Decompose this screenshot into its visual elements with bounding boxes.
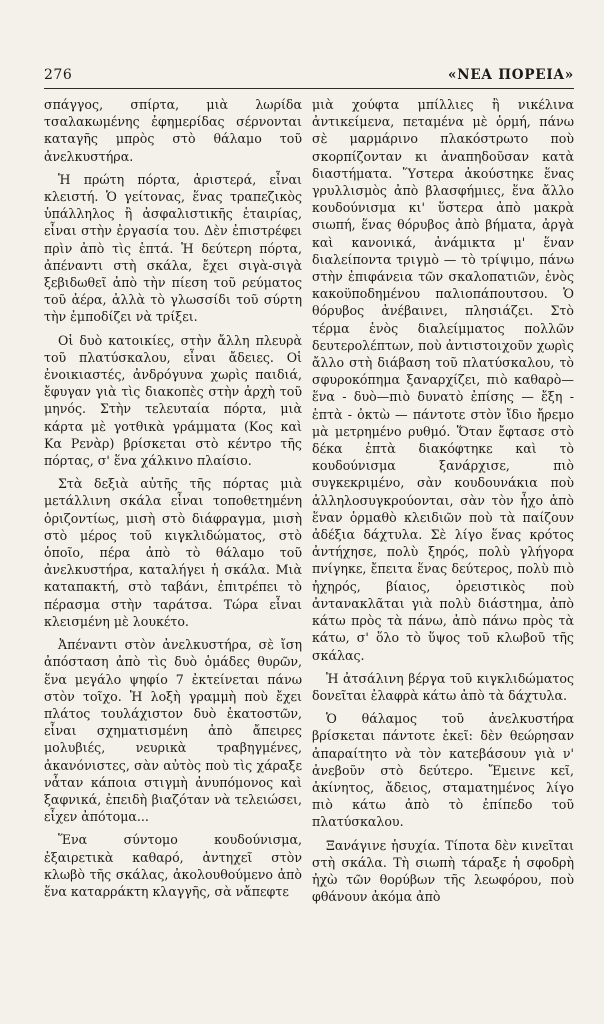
paragraph: Στὰ δεξιὰ αὐτῆς τῆς πόρτας μιὰ μετάλλινη σκάλα εἶναι τοποθετημένη ὁριζοντίως, μισὴ στὸ διάφραγμα, μισὴ στὸ μέρος τοῦ κιγκλιδώματος, στὸ ὁποῖο, πέρα ἀπὸ τὸ θάλαμο τοῦ ἀνελκυστήρα, καταλήγει ἡ σκάλα. Μιὰ καταπακτή, στὸ ταβάνι, ἐπιτρέπει τὸ πέρασμα στὴν ταράτσα. Τώρα εἶναι κλεισμένη μὲ λουκέτο. (44, 476, 302, 629)
paragraph: Ἕνα σύντομο κουδούνισμα, ἐξαιρετικὰ καθαρό, ἀντηχεῖ στὸν κλωβὸ τῆς σκάλας, ἀκολουθούμενο ἀπὸ ἕνα καταρράκτη κλαγγῆς, σὰ νἄπεφτε (44, 832, 302, 899)
page-number: 276 (44, 67, 73, 83)
paragraph: σπάγγος, σπίρτα, μιὰ λωρίδα τσαλακωμένης ἐφημερίδας σέρνονται καταγῆς μπρὸς στὸ θάλαμο τοῦ ἀνελκυστήρα. (44, 97, 302, 164)
paragraph: Ξανάγινε ἡσυχία. Τίποτα δὲν κινεῖται στὴ σκάλα. Τὴ σιωπὴ τάραξε ἡ σφοδρὴ ἠχὼ τῶν θορύβων τῆς λεωφόρου, ποὺ φθάνουν ἀκόμα ἀπὸ (312, 837, 574, 905)
paragraph: Ἀπέναντι στὸν ἀνελκυστήρα, σὲ ἴση ἀπόσταση ἀπὸ τὶς δυὸ ὁμάδες θυρῶν, ἕνα μεγάλο ψηφίο 7 ἐκτείνεται πάνω στὸν τοῖχο. Ἡ λοξὴ γραμμὴ ποὺ ἔχει πλάτος τουλάχιστον δυὸ ἑκατοστῶν, εἶναι σχηματισμένη ἀπὸ ἄπειρες μολυβιές, νευρικὰ τραβηγμένες, ἀκανόνιστες, σὰν αὐτὸς ποὺ τὶς χάραξε νἆταν κάποια στιγμὴ ἀνυπόμονος καὶ ξαφνικά, ἐπειδὴ βιαζόταν νὰ τελειώσει, εἶχεν ἀπότομα... (44, 637, 302, 825)
paragraph: Ὁ θάλαμος τοῦ ἀνελκυστήρα βρίσκεται πάντοτε ἐκεῖ: δὲν θεώρησαν ἀπαραίτητο νὰ τὸν κατεβάσουν γιὰ ν' ἀνεβοῦν στὸ δεύτερο. Ἔμεινε κεῖ, ἀκίνητος, ἄδειος, σταματημένος λίγο πιὸ κάτω ἀπὸ τὸ ἐπίπεδο τοῦ πλατύσκαλου. (312, 711, 574, 830)
running-head: «ΝΕΑ ΠΟΡΕΙΑ» (447, 67, 574, 83)
left-column (44, 96, 302, 900)
header-rule (44, 88, 574, 89)
paragraph: Ἡ πρώτη πόρτα, ἀριστερά, εἶναι κλειστή. Ὁ γείτονας, ἕνας τραπεζικὸς ὑπάλληλος ἢ ἀσφαλιστικῆς ἑταιρίας, εἶναι στὴν ἐργασία του. Δὲν ἐπιστρέφει πρὶν ἀπὸ τὶς ἑπτά. Ἡ δεύτερη πόρτα, ἀπέναντι στὴ σκάλα, ἔχει σιγὰ-σιγὰ ξεβιδωθεῖ ἀπὸ τὴν πίεση τοῦ ρεύματος τοῦ ἀέρα, ἀλλὰ τὸ γλωσσίδι τοῦ σύρτη τὴν ἐμποδίζει νὰ τρίξει. (44, 171, 302, 325)
paragraph: Οἱ δυὸ κατοικίες, στὴν ἄλλη πλευρὰ τοῦ πλατύσκαλου, εἶναι ἄδειες. Οἱ ἐνοικιαστές, ἀνδρόγυνα χωρὶς παιδιά, ἔφυγαν γιὰ τὶς διακοπὲς στὴν ἀρχὴ τοῦ μηνός. Στὴν τελευταία πόρτα, μιὰ κάρτα μὲ γοτθικὰ γράμματα (Κος καὶ Κα Ρενὰρ) βρίσκεται στὸ κέντρο τῆς πόρτας, σ' ἕνα χάλκινο πλαίσιο. (44, 332, 302, 469)
paragraph: μιὰ χούφτα μπίλλιες ἢ νικέλινα ἀντικείμενα, πεταμένα μὲ ὁρμή, πάνω σὲ μαρμάρινο πλακόστρωτο ποὺ σκορπίζονταν κι ἀναπηδοῦσαν κατὰ διαστήματα. Ὕστερα ἀκούστηκε ἕνας γρυλλισμὸς ἀπὸ βλασφήμιες, ἕνα ἄλλο κουδούνισμα κι' ὕστερα ἀπὸ μακρὰ σιωπή, ἕνας θόρυβος ἀπὸ βήματα, ἀργὰ καὶ κανονικά, ἀνάμικτα μ' ἕναν διαλείποντα τριγμὸ — τὸ τρίψιμο, πάνω στὴν ἐπιφάνεια τῶν σκαλοπατιῶν, ἑνὸς κακοϋποδημένου παλιοπάπουτσου. Ὁ θόρυβος ἀνέβαινει, πλησιάζει. Στὸ τέρμα ἑνὸς διαλείμματος πολλῶν δευτερολέπτων, ποὺ ἀντιστοιχοῦν χωρὶς ἄλλο στὴ διάβαση τοῦ πλατύσκαλου, τὸ σφυροκόπημα ξαναρχίζει, πιὸ καθαρὸ—ἕνα - δυὸ—πιὸ δυνατὸ ἐπίσης — ἔξη - ἑπτὰ - ὀκτὼ — πάντοτε στὸν ἴδιο ἤρεμο μὰ μετρημένο ρυθμό. Ὅταν ἔφτασε στὸ δέκα ἑπτὰ διακόφτηκε καὶ τὸ κουδούνισμα ξανάρχισε, πιὸ συγκεκριμένο, σὰν κουδουνάκια ποὺ ἀλληλοσυγκρούονται, σὰν τὸν ἦχο ἀπὸ ἕναν ὁρμαθὸ κλειδιῶν ποὺ τὰ παίζουν ἀδέξια δάχτυλα. Σὲ λίγο ἕνας κρότος ἀντήχησε, πολὺ ξηρός, πολὺ γλήγορα πνίγηκε, ἔπειτα ἕνας δεύτερος, πολὺ πιὸ ἠχηρός, βίαιος, ὀρειστικὸς ποὺ ἀντανακλᾶται γιὰ πολὺ διάστημα, ἀπὸ κάτω πρὸς τὰ πάνω, ἀπὸ πάνω πρὸς τὰ κάτω, σ' ὅλο τὸ ὕψος τοῦ κλωβοῦ τῆς σκάλας. (312, 97, 574, 663)
paragraph: Ἡ ἀτσάλινη βέργα τοῦ κιγκλιδώματος δονεῖται ἐλαφρὰ κάτω ἀπὸ τὰ δάχτυλα. (312, 670, 574, 703)
right-column (312, 96, 574, 905)
